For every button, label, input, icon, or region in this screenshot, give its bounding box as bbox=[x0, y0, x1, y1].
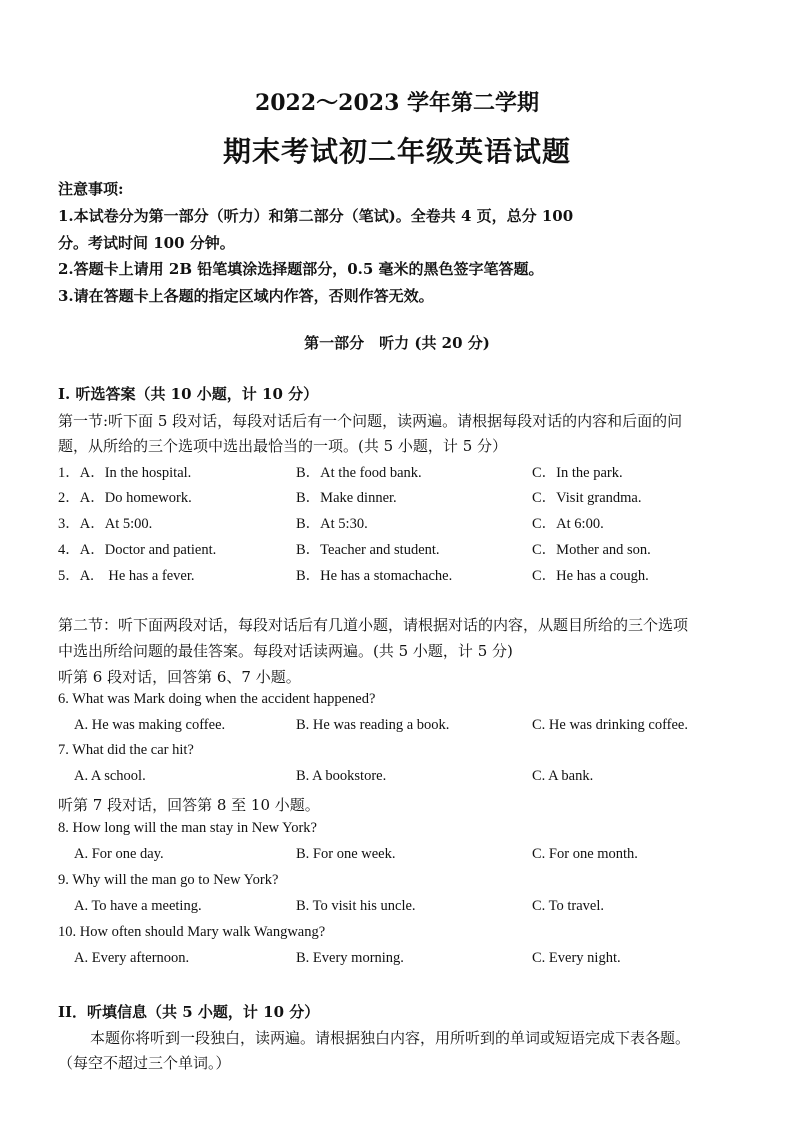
q9-option-b: B. To visit his uncle. bbox=[296, 898, 416, 914]
q8-option-a: A. For one day. bbox=[74, 846, 164, 862]
q3-option-a: 3．A．At 5:00. bbox=[58, 516, 153, 532]
part1-title: 第一部分 听力 (共 20 分) bbox=[304, 334, 490, 352]
q3-option-b: B．At 5:30. bbox=[296, 516, 368, 532]
section2-instruction-1: 本题你将听到一段独白，读两遍。请根据独白内容，用所听到的单词或短语完成下表各题。 bbox=[90, 1029, 691, 1047]
sub2-instruction-1: 第二节：听下面两段对话，每段对话后有几道小题，请根据对话的内容，从题目所给的三个选项 bbox=[58, 616, 689, 634]
q7-stem: 7. What did the car hit? bbox=[58, 742, 194, 758]
q8-option-c: C. For one month. bbox=[532, 846, 638, 862]
notes-item-3: 3.请在答题卡上各题的指定区域内作答，否则作答无效。 bbox=[58, 287, 434, 305]
q5-option-a: 5．A. He has a fever. bbox=[58, 568, 195, 584]
q1-option-c: C．In the park. bbox=[532, 465, 623, 481]
q1-option-a: 1．A．In the hospital. bbox=[58, 465, 192, 481]
section2-heading: II．听填信息（共 5 小题，计 10 分） bbox=[58, 1003, 320, 1021]
exam-title: 期末考试初二年级英语试题 bbox=[222, 135, 571, 168]
section2-instruction-2: （每空不超过三个单词。） bbox=[58, 1054, 231, 1072]
q7-option-b: B. A bookstore. bbox=[296, 768, 387, 784]
q4-option-a: 4．A．Doctor and patient. bbox=[58, 542, 217, 558]
dialog7-intro: 听第 7 段对话，回答第 8 至 10 小题。 bbox=[58, 796, 320, 814]
q10-option-c: C. Every night. bbox=[532, 950, 621, 966]
q2-option-b: B．Make dinner. bbox=[296, 490, 397, 506]
q2-option-a: 2．A．Do homework. bbox=[58, 490, 192, 506]
sub1-instruction-1: 第一节:听下面 5 段对话，每段对话后有一个问题，读两遍。请根据每段对话的内容和后面的问 bbox=[58, 412, 683, 430]
q6-option-a: A. He was making coffee. bbox=[74, 717, 226, 733]
q4-option-c: C．Mother and son. bbox=[532, 542, 651, 558]
notes-item-1-cont: 分。考试时间 100 分钟。 bbox=[58, 234, 235, 252]
q4-option-b: B．Teacher and student. bbox=[296, 542, 440, 558]
section1-heading: I. 听选答案（共 10 小题，计 10 分） bbox=[58, 385, 319, 403]
q7-option-a: A. A school. bbox=[74, 768, 146, 784]
q10-option-b: B. Every morning. bbox=[296, 950, 404, 966]
q5-option-c: C．He has a cough. bbox=[532, 568, 649, 584]
q8-stem: 8. How long will the man stay in New York? bbox=[58, 820, 317, 836]
q3-option-c: C．At 6:00. bbox=[532, 516, 604, 532]
q6-stem: 6. What was Mark doing when the accident happened? bbox=[58, 691, 376, 707]
q9-option-a: A. To have a meeting. bbox=[74, 898, 202, 914]
sub2-instruction-2: 中选出所给问题的最佳答案。每段对话读两遍。(共 5 小题，计 5 分) bbox=[58, 642, 513, 660]
q6-option-b: B. He was reading a book. bbox=[296, 717, 450, 733]
q5-option-b: B．He has a stomachache. bbox=[296, 568, 453, 584]
q7-option-c: C. A bank. bbox=[532, 768, 594, 784]
dialog6-intro: 听第 6 段对话，回答第 6、7 小题。 bbox=[58, 668, 301, 686]
q9-stem: 9. Why will the man go to New York? bbox=[58, 872, 279, 888]
year-term-line: 2022～2023 学年第二学期 bbox=[254, 90, 540, 116]
q10-stem: 10. How often should Mary walk Wangwang? bbox=[58, 924, 326, 940]
notes-item-1: 1.本试卷分为第一部分（听力）和第二部分（笔试)。全卷共 4 页，总分 100 bbox=[58, 207, 574, 225]
q9-option-c: C. To travel. bbox=[532, 898, 605, 914]
notes-heading: 注意事项: bbox=[58, 180, 124, 198]
notes-item-2: 2.答题卡上请用 2B 铅笔填涂选择题部分，0.5 毫米的黑色签字笔答题。 bbox=[58, 260, 544, 278]
q10-option-a: A. Every afternoon. bbox=[74, 950, 190, 966]
q1-option-b: B．At the food bank. bbox=[296, 465, 422, 481]
sub1-instruction-2: 题，从所给的三个选项中选出最恰当的一项。(共 5 小题，计 5 分） bbox=[58, 437, 508, 455]
q6-option-c: C. He was drinking coffee. bbox=[532, 717, 688, 733]
q2-option-c: C．Visit grandma. bbox=[532, 490, 642, 506]
q8-option-b: B. For one week. bbox=[296, 846, 396, 862]
